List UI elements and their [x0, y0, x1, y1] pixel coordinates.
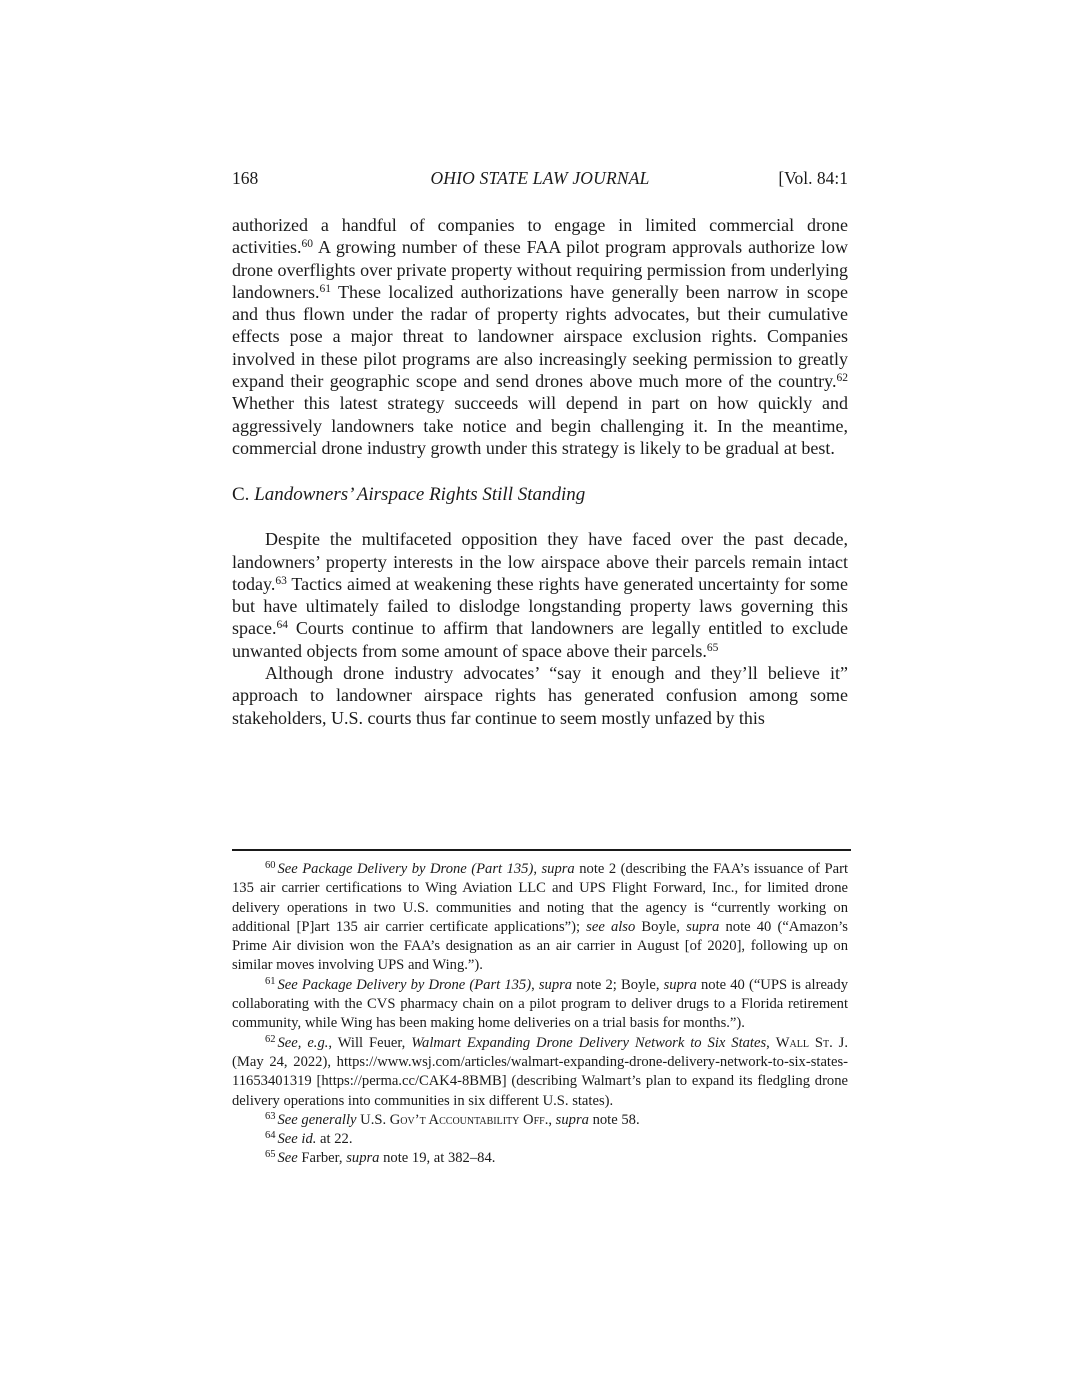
text-run: ,	[548, 1111, 556, 1128]
text-run: note 40 (“UPS is already collaborating with the CVS pharmacy chain on a pilot program to deliver drugs to a Florida retirement community, while Wing has been making home deliveries on a trial basis for months.”).	[232, 976, 848, 1032]
text-run: Boyle,	[635, 918, 687, 935]
section-heading	[232, 483, 848, 507]
volume-label: [Vol. 84:1	[778, 168, 848, 188]
footnote-64	[232, 1130, 848, 1149]
paragraph-continued	[232, 214, 848, 459]
footnote-number: 60	[265, 860, 276, 871]
text-run: These localized authorizations have generally been narrow in scope and thus flown under the radar of property rights advocates, but their cumulative effects pose a major threat to landowner airspace exclusion rights. Companies involved in these pilot programs are also increasingly seeking permission to greatly expand their geographic scope and send drones above much more of the country.	[232, 281, 848, 392]
link-text: (May 24, 2022), https://www.wsj.com/articles/walmart-expanding-drone-delivery-network-to-six-states-11653401319 [https://perma.cc/CAK4-8BMB] (describing Walmart’s plan to expand its fledgling drone delivery operations into communities in six different U.S. states).	[232, 1053, 848, 1109]
text-run: note 2; Boyle,	[572, 976, 664, 993]
footnote-ref-61[interactable]: 61	[319, 282, 331, 295]
footnote-63	[232, 1111, 848, 1130]
text-run: A growing number of these FAA pilot program approvals authorize low drone overflights over private property without requiring permission from underlying landowners.	[232, 237, 848, 302]
footnote-number: 61	[265, 975, 276, 987]
text-run: Despite the multifaceted opposition they have faced over the past decade, landowners’ property interests in the low airspace above their parcels remain intact today.	[232, 529, 848, 594]
running-header	[232, 168, 848, 194]
footnote-ref-63[interactable]: 63	[275, 574, 287, 587]
text-run: ,	[766, 1034, 776, 1051]
text-run: Wall St. J.	[775, 1034, 849, 1051]
text-run: See id.	[277, 1131, 317, 1148]
text-run: supra	[663, 976, 697, 993]
text-run: supra	[541, 861, 575, 877]
text-run: note 58.	[588, 1111, 640, 1128]
text-run: Farber,	[297, 1150, 347, 1167]
text-run: , Will Feuer,	[328, 1034, 412, 1051]
text-run: see also	[586, 918, 636, 935]
text-run: Whether this latest strategy succeeds will depend in part on how quickly and aggressively landowners take notice and begin challenging it. In the meantime, commercial drone industry growth under this strategy is likely to be gradual at best.	[232, 393, 848, 458]
text-run: See Package Delivery by Drone (Part 135)	[277, 861, 534, 877]
footnote-ref-60[interactable]: 60	[301, 238, 313, 251]
text-run: Tactics aimed at weakening these rights have generated uncertainty for some but have ultimately failed to dislodge longstanding property laws governing this space.	[232, 573, 848, 639]
paragraph	[232, 528, 848, 662]
text-run: note 40 (“Amazon’s Prime Air division won the FAA’s designation as an air carrier in August [of 2020], following up on similar moves involving UPS and Wing.”).	[232, 918, 848, 974]
text-run: See Package Delivery by Drone (Part 135)	[277, 976, 532, 993]
text-run: supra	[555, 1111, 589, 1128]
footnote-number: 64	[265, 1130, 276, 1142]
text-run: See	[277, 1150, 298, 1167]
text-run: supra	[346, 1150, 380, 1167]
footnotes	[232, 860, 848, 1169]
footnote-number: 63	[265, 1110, 276, 1122]
footnote-ref-64[interactable]: 64	[276, 619, 288, 632]
text-run: Courts continue to affirm that landowners are legally entitled to exclude unwanted objects from some amount of space above their parcels.	[232, 618, 848, 661]
page	[232, 168, 848, 729]
footnote-ref-65[interactable]: 65	[706, 641, 719, 654]
footnote-divider	[232, 849, 851, 851]
footnote-number: 65	[265, 1149, 276, 1161]
text-run: supra	[686, 918, 720, 935]
text-run: ,	[533, 861, 542, 877]
footnote-number: 62	[265, 1033, 276, 1045]
footnote-ref-62[interactable]: 62	[836, 372, 848, 385]
text-run: See generally	[277, 1111, 357, 1128]
section-title: Landowners’ Airspace Rights Still Standing	[254, 484, 586, 506]
text-run: See, e.g.	[277, 1034, 329, 1051]
text-run: at 22.	[316, 1131, 353, 1148]
footnote-62	[232, 1034, 848, 1111]
footnote-60	[232, 860, 848, 976]
text-run: note 19, at 382–84.	[379, 1150, 496, 1167]
text-run: authorized a handful of companies to engage in limited commercial drone activities.	[232, 215, 848, 258]
footnote-65	[232, 1149, 848, 1168]
text-run: Gov’t Accountability Off.	[389, 1111, 549, 1128]
text-run: ,	[531, 976, 539, 993]
text-run: note 2 (describing the FAA’s issuance of Part 135 air carrier certifications to Wing Aviation LLC and UPS Flight Forward, Inc., for limited drone delivery operations in two U.S. communities and noting that the agency is “currently working on additional [P]art 135 air carrier certificate applications”);	[232, 861, 848, 935]
footnote-61	[232, 976, 848, 1034]
section-label: C.	[232, 484, 255, 506]
text-run: supra	[538, 976, 573, 993]
page-number: 168	[232, 168, 259, 188]
journal-title: OHIO STATE LAW JOURNAL	[430, 168, 650, 188]
text-run: U.S.	[356, 1111, 390, 1128]
paragraph: Although drone industry advocates’ “say it enough and they’ll believe it” approach to landowner airspace rights has generated confusion among some stakeholders, U.S. courts thus far continue to seem mostly unfazed by this	[232, 663, 848, 728]
text-run: Walmart Expanding Drone Delivery Network to Six States	[411, 1034, 767, 1051]
